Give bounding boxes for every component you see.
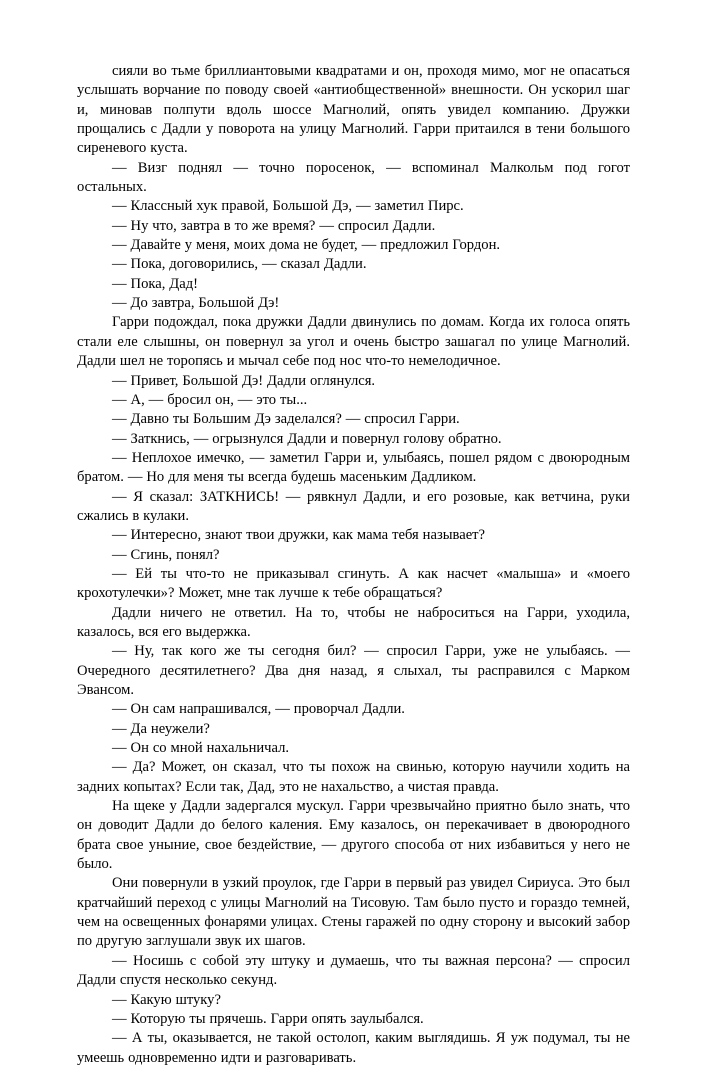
paragraph: — Я сказал: ЗАТКНИСЬ! — рявкнул Дадли, и его розовые, как ветчина, руки сжались в кулаки. bbox=[77, 488, 630, 524]
paragraph: — До завтра, Большой Дэ! bbox=[112, 295, 280, 312]
paragraph: — Пока, договорились, — сказал Дадли. bbox=[112, 256, 367, 273]
paragraph: — Которую ты прячешь. Гарри опять заулыбался. bbox=[112, 1010, 424, 1027]
paragraph: Они повернули в узкий проулок, где Гарри в первый раз увидел Сириуса. Это был кратчайший переход с улицы Магнолий на Тисовую. Там было пусто и гораздо темней, чем на освещенных фонарями улицах. Стены гаражей по одну сторону и высокий забор по другую заглушали звук их шагов. bbox=[77, 875, 630, 950]
paragraph: — Носишь с собой эту штуку и думаешь, что ты важная персона? — спросил Дадли спустя несколько секунд. bbox=[77, 952, 630, 989]
paragraph: — Да неужели? bbox=[112, 720, 210, 737]
paragraph: — А ты, оказывается, не такой остолоп, каким выглядишь. Я уж подумал, ты не умеешь одновременно идти и разговаривать. bbox=[77, 1030, 630, 1066]
paragraph: — Ну что, завтра в то же время? — спросил Дадли. bbox=[112, 217, 436, 234]
paragraph: — Интересно, знают твои дружки, как мама тебя называет? bbox=[112, 527, 486, 544]
paragraph: На щеке у Дадли задергался мускул. Гарри чрезвычайно приятно было знать, что он доводит Дадли до белого каления. Ему казалось, он перекачивает в двоюродного брата свое уныние, свое бездействие, — другого способа от них избавиться у него не было. bbox=[77, 798, 630, 873]
paragraph: Дадли ничего не ответил. На то, чтобы не наброситься на Гарри, уходила, казалось, вся его выдержка. bbox=[77, 604, 630, 640]
paragraph: — Он сам напрашивался, — проворчал Дадли. bbox=[112, 701, 405, 718]
paragraph: — Он со мной нахальничал. bbox=[112, 740, 290, 757]
paragraph: — Ей ты что-то не приказывал сгинуть. А как насчет «малыша» и «моего крохотулечки»? Может, мне так лучше к тебе обращаться? bbox=[77, 565, 630, 602]
paragraph: — Классный хук правой, Большой Дэ, — заметил Пирс. bbox=[112, 198, 464, 215]
paragraph: — А, — бросил он, — это ты... bbox=[112, 391, 308, 408]
paragraph: — Давно ты Большим Дэ заделался? — спросил Гарри. bbox=[112, 411, 460, 428]
paragraph: — Привет, Большой Дэ! Дадли оглянулся. bbox=[112, 372, 376, 389]
paragraph: — Ну, так кого же ты сегодня бил? — спросил Гарри, уже не улыбаясь. — Очередного десятилетнего? Два дня назад, я слыхал, ты расправился с Марком Эвансом. bbox=[77, 643, 630, 698]
paragraph: Гарри подождал, пока дружки Дадли двинулись по домам. Когда их голоса опять стали еле слышны, он повернул за угол и очень быстро зашагал по улице Магнолий. Дадли шел не торопясь и мычал себе под нос что-то немелодичное. bbox=[77, 314, 630, 370]
paragraph: — Заткнись, — огрызнулся Дадли и повернул голову обратно. bbox=[112, 430, 502, 447]
paragraph: — Пока, Дад! bbox=[112, 275, 199, 292]
paragraph: — Сгинь, понял? bbox=[112, 546, 220, 563]
paragraph: — Давайте у меня, моих дома не будет, — предложил Гордон. bbox=[112, 237, 501, 254]
paragraph: сияли во тьме бриллиантовыми квадратами и он, проходя мимо, мог не опасаться услышать ворчание по поводу своей «антиобщественной» внешности. Он ускорил шаг и, миновав полпути вдоль шоссе Магнолий, опять увидел компанию. Дружки прощались с Дадли у поворота на улицу Магнолий. Гарри притаился в тени большого сиреневого куста. bbox=[77, 63, 630, 157]
paragraph: — Визг поднял — точно поросенок, — вспоминал Малкольм под гогот остальных. bbox=[77, 159, 630, 196]
paragraph: — Да? Может, он сказал, что ты похож на свинью, которую научили ходить на задних копытах? Если так, Дад, это не нахальство, а чистая правда. bbox=[77, 759, 630, 795]
paragraph: — Какую штуку? bbox=[112, 991, 221, 1008]
paragraph: — Неплохое имечко, — заметил Гарри и, улыбаясь, пошел рядом с двоюродным братом. — Но для меня ты всегда будешь масеньким Дадликом. bbox=[77, 449, 630, 486]
body-text-block bbox=[77, 62, 630, 1068]
